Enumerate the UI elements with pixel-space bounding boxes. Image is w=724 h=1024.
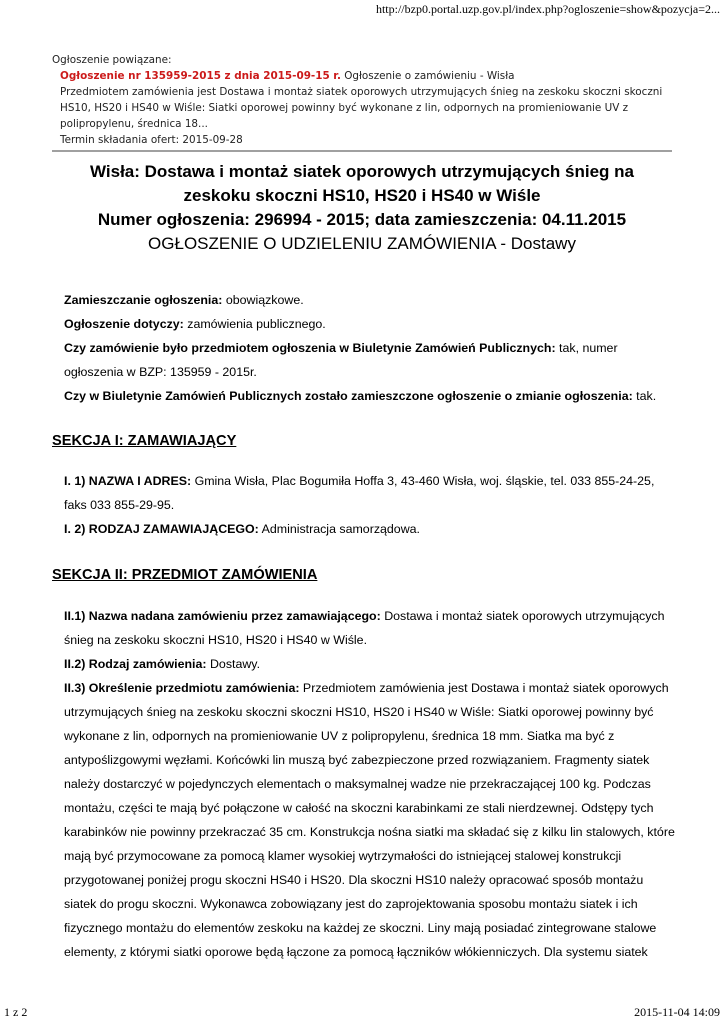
field-value: Gmina Wisła, Plac Bogumiła Hoffa 3, 43-460 Wisła, woj. śląskie, tel. 033 855-24-25, faks 033 855-29-95. bbox=[64, 474, 655, 512]
related-line: HS10, HS20 i HS40 w Wiśle: Siatki oporowej powinny być wykonane z lin, odpornych na promieniowanie UV z bbox=[60, 102, 629, 114]
section-item bbox=[64, 652, 676, 676]
field-label: II.2) Rodzaj zamówienia: bbox=[64, 657, 207, 671]
field-label: Czy zamówienie było przedmiotem ogłoszenia w Biuletynie Zamówień Publicznych: bbox=[64, 341, 556, 355]
field-label: Ogłoszenie dotyczy: bbox=[64, 317, 184, 331]
field-value: tak, numer ogłoszenia w BZP: 135959 - 2015r. bbox=[64, 341, 618, 379]
title-line: Wisła: Dostawa i montaż siatek oporowych utrzymujących śnieg na bbox=[90, 162, 634, 181]
field-label: I. 2) RODZAJ ZAMAWIAJĄCEGO: bbox=[64, 522, 259, 536]
intro-section bbox=[64, 288, 676, 408]
notice-type: OGŁOSZENIE O UDZIELENIU ZAMÓWIENIA - Dostawy bbox=[148, 234, 576, 253]
related-line: polipropylenu, średnica 18... bbox=[60, 118, 208, 130]
related-link-line bbox=[52, 68, 672, 84]
title-line: zeskoku skoczni HS10, HS20 i HS40 w Wiśle bbox=[183, 186, 541, 205]
section1-content bbox=[64, 469, 676, 541]
section-heading: SEKCJA I: ZAMAWIAJĄCY bbox=[52, 433, 237, 449]
intro-item bbox=[64, 312, 676, 336]
document-title bbox=[52, 160, 672, 256]
section-item bbox=[64, 469, 676, 517]
section-heading: SEKCJA II: PRZEDMIOT ZAMÓWIENIA bbox=[52, 567, 318, 583]
field-value: Przedmiotem zamówienia jest Dostawa i montaż siatek oporowych utrzymujących śnieg na zeskoku skoczni skoczni HS10, HS20 i HS40 w Wiśle: Siatki oporowej powinny być wykonane z lin, odpornych na promieniowanie UV z polipropylenu, średnica 18 mm. Siatka ma być z antypoślizgowymi węzłami. Końcówki lin muszą być zabezpieczone przed rozwiązaniem. Fragmenty siatek należy dostarczyć w pojedynczych elementach o maksymalnej wadze nie przekraczającej 100 kg. Podczas montażu, części te mają być połączone w całość na skoczni karabinkami ze stali nierdzewnej. Odstępy tych karabinków nie powinny przekraczać 35 cm. Konstrukcja nośna siatki ma składać się z kilku lin stalowych, które mają być przymocowane za pomocą klamer wysokiej wytrzymałości do istniejącej stalowej konstrukcji przygotowanej poniżej progu skoczni HS40 i HS20. Dla skoczni HS10 należy opracować sposób montażu siatek do progu skoczni. Wykonawca zobowiązany jest do zaprojektowania sposobu montażu siatek i ich fizycznego montażu do elementów zeskoku na każdej ze skoczni. Liny mają posiadać zintegrowane stalowe elementy, z którymi siatki oporowe będą łączone za pomocą łączników włókienniczych. Dla systemu siatek bbox=[64, 681, 675, 959]
field-value: Administracja samorządowa. bbox=[258, 522, 420, 536]
related-deadline: Termin składania ofert: 2015-09-28 bbox=[60, 134, 243, 146]
field-label: II.3) Określenie przedmiotu zamówienia: bbox=[64, 681, 300, 695]
related-notice bbox=[52, 52, 672, 148]
related-notice-link[interactable]: Ogłoszenie nr 135959-2015 z dnia 2015-09-15 r. bbox=[60, 70, 341, 82]
field-value: Dostawa i montaż siatek oporowych utrzymujących śnieg na zeskoku skoczni HS10, HS20 i HS40 w Wiśle. bbox=[64, 609, 665, 647]
intro-item bbox=[64, 288, 676, 312]
print-datetime: 2015-11-04 14:09 bbox=[634, 1005, 720, 1019]
related-line: Przedmiotem zamówienia jest Dostawa i montaż siatek oporowych utrzymujących śnieg na zeskoku skoczni skoczni bbox=[60, 86, 663, 98]
field-value: obowiązkowe. bbox=[222, 293, 304, 307]
intro-item bbox=[64, 384, 676, 408]
field-label: II.1) Nazwa nadana zamówieniu przez zamawiającego: bbox=[64, 609, 381, 623]
page-url: http://bzp0.portal.uzp.gov.pl/index.php?ogloszenie=show&pozycja=2... bbox=[375, 2, 720, 16]
section-item bbox=[64, 517, 676, 541]
divider bbox=[52, 150, 672, 152]
field-value: tak. bbox=[632, 389, 657, 403]
field-value: Dostawy. bbox=[206, 657, 261, 671]
intro-item bbox=[64, 336, 676, 384]
field-value: zamówienia publicznego. bbox=[183, 317, 326, 331]
section-item bbox=[64, 604, 676, 652]
related-heading: Ogłoszenie powiązane: bbox=[52, 54, 172, 66]
notice-number: Numer ogłoszenia: 296994 - 2015; data zamieszczenia: 04.11.2015 bbox=[97, 210, 627, 229]
field-label: I. 1) NAZWA I ADRES: bbox=[64, 474, 192, 488]
section2-content bbox=[64, 604, 676, 964]
section-item bbox=[64, 676, 676, 964]
page-number: 1 z 2 bbox=[4, 1005, 28, 1019]
field-label: Czy w Biuletynie Zamówień Publicznych zostało zamieszczone ogłoszenie o zmianie ogłoszenia: bbox=[64, 389, 633, 403]
field-label: Zamieszczanie ogłoszenia: bbox=[64, 293, 223, 307]
related-link-suffix: Ogłoszenie o zamówieniu - Wisła bbox=[340, 70, 515, 82]
